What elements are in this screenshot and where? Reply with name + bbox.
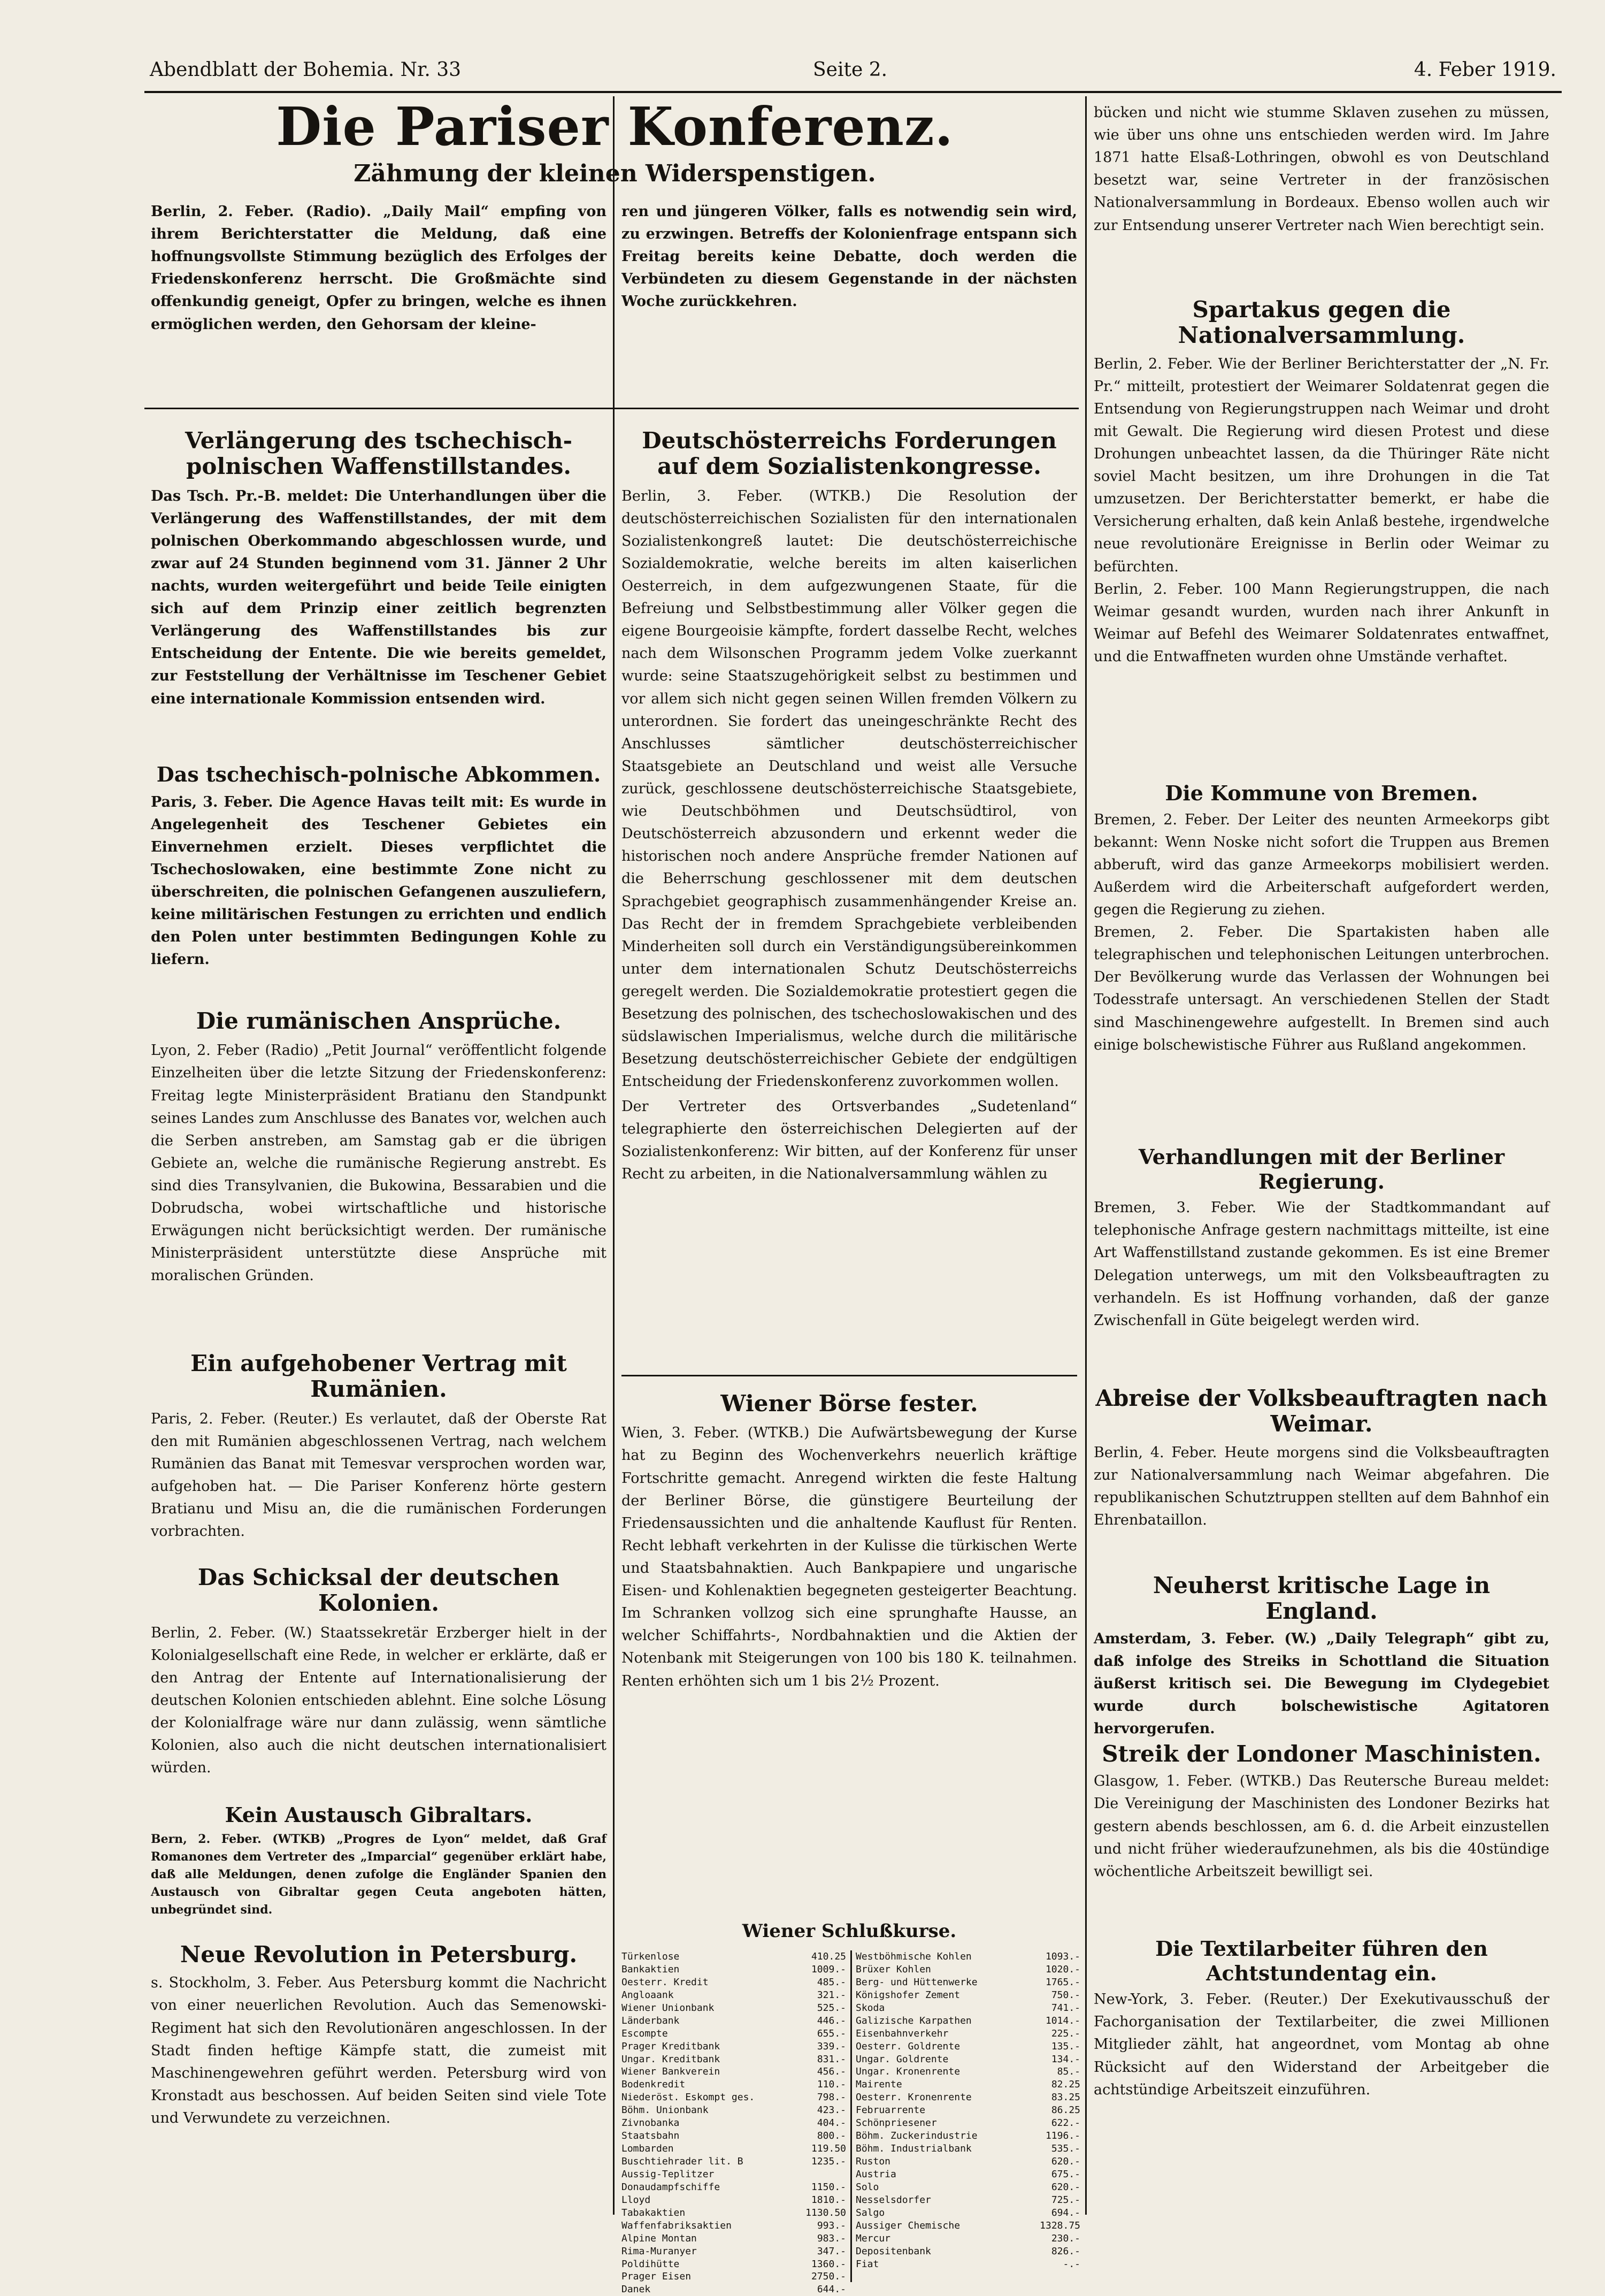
kurse-value: 83.25 [1051,2092,1080,2103]
kurse-name: Skoda [856,2002,885,2014]
kurse-row [856,2142,1080,2155]
kurse-value: 225.- [1051,2027,1080,2039]
kurse-divider [850,1950,852,2282]
kurse-name: Oesterr. Kronenrente [856,2092,972,2103]
kurse-name: Solo [856,2181,879,2193]
kurse-row [621,2155,846,2168]
kurse-name: Böhm. Industrialbank [856,2143,972,2155]
kurse-value: 983.- [817,2232,846,2244]
kurse-value: 750.- [1051,1989,1080,2001]
kurse-name: Waffenfabriksaktien [621,2220,732,2231]
body: Paris, 2. Feber. (Reuter.) Es verlautet, daß der Oberste Rat den mit Rumänien abgeschlossenen Vertrag, nach welchem Rumänien das Banat mit Temesvar versprochen worden war, aufgehoben hat. — Die Pariser Konferenz hörte gestern Bratianu und Misu an, die die rumänischen Forderungen vorbrachten. [151,1410,606,1540]
main-title: Die Pariser Konferenz. [276,96,954,158]
kurse-name: Februarrente [856,2104,926,2116]
kurse-value: 82.25 [1051,2079,1080,2091]
kurse-row [856,1989,1080,2002]
kurse-row [856,1950,1080,1963]
kurse-name: Ungar. Kreditbank [621,2053,720,2065]
kurse-value: 800.- [817,2130,846,2142]
kurse-value: 321.- [817,1989,846,2001]
kurse-row [621,2232,846,2245]
article-vertrag [151,1351,606,1543]
kurse-name: Galizische Karpathen [856,2015,972,2026]
headline: Die rumänischen Ansprüche. [196,1008,562,1034]
body: Bremen, 2. Feber. Der Leiter des neunten Armeekorps gibt bekannt: Wenn Noske nicht sofort die Truppen aus Bremen abberuft, wird das ganze Armeekorps mobilisiert werden. Außerdem wird die Arbeiterschaft aufgefordert werden, gegen die Regierung zu ziehen. [1094,811,1549,919]
kurse-row [621,1976,846,1989]
kurse-row [621,2168,846,2181]
kurse-name: Lombarden [621,2143,674,2155]
headline: Streik der Londoner Maschinisten. [1102,1741,1541,1767]
lead-rule [144,408,1079,409]
kurse-value: 993.- [817,2220,846,2231]
kurse-value: 1360.- [811,2258,846,2270]
body: s. Stockholm, 3. Feber. Aus Petersburg kommt die Nachricht von einer neuerlichen Revolution. Auch das Semenowski-Regiment hat sich den Revolutionären angeschlossen. In der Stadt finden heftige Kämpfe statt, die zumeist mit Maschinengewehren geführt werden. Petersburg wird von Kronstadt aus beschossen. Auf beiden Seiten sind viele Tote und Verwundete zu verzeichnen. [151,1974,606,2126]
kurse-value: 404.- [817,2117,846,2129]
kurse-row [856,2065,1080,2078]
kurse-value: 620.- [1051,2181,1080,2193]
kurse-row [856,2155,1080,2168]
kurse-value: 1130.50 [805,2207,846,2218]
article-revolution [151,1942,606,2130]
kurse-name: Nesselsdorfer [856,2194,931,2206]
kurse-row [856,2168,1080,2181]
headline: Die Kommune von Bremen. [1165,781,1478,805]
kurse-row [856,2104,1080,2117]
kurse-left [621,1950,846,2296]
kurse-value: 644.- [817,2284,846,2295]
kurse-row [856,2053,1080,2066]
kurse-row [621,2181,846,2194]
kurse-name: Königshofer Zement [856,1989,961,2001]
kurse-value: 110.- [817,2079,846,2091]
kurse-name: Buschtiehrader lit. B [621,2156,743,2167]
body-2: Berlin, 2. Feber. 100 Mann Regierungstruppen, die nach Weimar gesandt wurden, wurden nach ihrer Ankunft in Weimar auf Befehl des Weimarer Soldatenrates entwaffnet, und die Entwaffneten wurden ohne Umstände verhaftet. [1094,580,1549,665]
article-verhandlungen [1094,1145,1549,1332]
kurse-name: Wiener Bankverein [621,2066,720,2078]
pariser-continuation [621,201,1077,313]
headline: Verhandlungen mit der Berliner Regierung. [1138,1145,1505,1193]
body: New-York, 3. Feber. (Reuter.) Der Exekutivausschuß der Fachorganisation der Textilarbeiter, die zwei Millionen Mitglieder zählt, hat angeordnet, vom Montag ab ohne Rücksicht auf den Widerstand der Arbeitgeber die achtstündige Arbeitszeit einzuführen. [1094,1991,1549,2098]
kurse-row [856,2220,1080,2232]
kurse-name: Berg- und Hüttenwerke [856,1976,978,1988]
kurse-value: 694.- [1051,2207,1080,2218]
kurse-row [856,2078,1080,2091]
article-abkommen [151,762,606,971]
kurse-name: Zivnobanka [621,2117,680,2129]
pariser-intro-text: Berlin, 2. Feber. (Radio). „Daily Mail“ empfing von ihrem Berichterstatter die Meldung, daß eine hoffnungsvollste Stimmung bezüglich des Erfolges der Friedenskonferenz herrscht. Die Großmächte sind offenkundig geneigt, Opfer zu bringen, welche es ihnen ermöglichen werden, den Gehorsam der kleine- [151,203,606,333]
header-left: Abendblatt der Bohemia. Nr. 33 [150,59,462,81]
headline: Wiener Börse fester. [720,1390,978,1417]
kurse-row [856,2002,1080,2015]
pariser-cont-text: ren und jüngeren Völker, falls es notwendig sein wird, zu erzwingen. Betreffs der Kolonienfrage entspann sich Freitag bereits keine Debatte, doch werden die Verbündeten zu diesem Gegenstande in der nächsten Woche zurückkehren. [621,203,1077,310]
headline: Abreise der Volksbeauftragten nach Weimar. [1095,1385,1548,1437]
body: Berlin, 2. Feber. (W.) Staatssekretär Erzberger hielt in der Kolonialgesellschaft eine Rede, in welcher er erklärte, daß er den Antrag der Entente auf Internationalisierung der deutschen Kolonien entschieden ablehnt. Eine solche Lösung der Kolonialfrage wäre nur dann zulässig, wenn sämtliche Kolonien, also auch die nicht deutschen internationalisiert würden. [151,1624,606,1777]
kurse-value: 485.- [817,1976,846,1988]
article-textil [1094,1937,1549,2101]
kurse-row [856,2027,1080,2040]
kurse-value: 2750.- [811,2271,846,2283]
kurse-row [856,2258,1080,2271]
kurse-value: 119.50 [811,2143,846,2155]
kurse-row [621,2245,846,2258]
article-waffenstillstand [151,428,606,710]
kurse-name: Poldihütte [621,2258,680,2270]
kurse-row [621,2142,846,2155]
article-rumaenisch [151,1008,606,1288]
header-rule [144,91,1562,93]
body: Berlin, 4. Feber. Heute morgens sind die Volksbeauftragten zur Nationalversammlung nach Weimar abgefahren. Die republikanischen Schutztruppen stellten auf dem Bahnhof ein Ehrenbataillon. [1094,1444,1549,1528]
kurse-row [621,2258,846,2271]
kurse-value: 655.- [817,2027,846,2039]
kurse-value: 134.- [1051,2053,1080,2065]
headline: Ein aufgehobener Vertrag mit Rumänien. [190,1350,567,1403]
kurse-name: Bankaktien [621,1963,680,1975]
kurse-row [621,2283,846,2296]
kurse-value: 85.- [1057,2066,1080,2078]
kurse-value: 1810.- [811,2194,846,2206]
kurse-name: Salgo [856,2207,885,2218]
kurse-name: Wiener Unionbank [621,2002,715,2014]
kurse-name: Länderbank [621,2015,680,2026]
body-2: Der Vertreter des Ortsverbandes „Sudetenland“ telegraphierte den österreichischen Delegierten auf der Sozialistenkonferenz: Wir bitten, auf der Konferenz für unser Recht zu arbeiten, in die Nationalversammlung wählen zu [621,1098,1077,1182]
kurse-row [621,2104,846,2117]
kurse-row [856,1976,1080,1989]
kurse-value: 339.- [817,2040,846,2052]
article-deutschoesterreich [621,428,1077,1185]
kurse-name: Böhm. Unionbank [621,2104,709,2116]
column-divider-2 [1085,96,1087,2215]
kurse-value: 1765.- [1045,1976,1080,1988]
kurse-name: Aussig-Teplitzer [621,2168,715,2180]
kurse-name: Danek [621,2284,651,2295]
kurse-name: Brüxer Kohlen [856,1963,931,1975]
kurse-value: 230.- [1051,2232,1080,2244]
body: Paris, 3. Feber. Die Agence Havas teilt mit: Es wurde in Angelegenheit des Teschener Gebietes ein Einvernehmen erzielt. Dieses verpflichtet die Tschechoslowaken, eine bestimmte Zone nicht zu überschreiten, die polnischen Gefangenen auszuliefern, keine militärischen Festungen zu errichten und endlich den Polen unter bestimmten Bedingungen Kohle zu liefern. [151,793,606,968]
kurse-right [856,1950,1080,2270]
kurse-name: Türkenlose [621,1951,680,1962]
kurse-name: Alpine Montan [621,2232,697,2244]
kurse-row [621,2015,846,2027]
kurse-row [856,2207,1080,2220]
article-bremen [1094,781,1549,1057]
body: Berlin, 3. Feber. (WTKB.) Die Resolution der deutschösterreichischen Sozialisten für den internationalen Sozialistenkongreß lautet: Die deutschösterreichische Sozialdemokratie, welche bereits im alten kaiserlichen Oesterreich, in dem aufgezwungenen Staate, für die Befreiung und Selbstbestimmung aller Völker gegen die eigene Bourgeoisie kämpfte, fordert dasselbe Recht, welches nach dem Wilsonschen Programm jedem Volke zuerkannt wurde: seine Staatszugehörigkeit selbst zu bestimmen und vor allem sich nicht gegen seinen Willen fremden Völkern zu unterordnen. Sie fordert das uneingeschränkte Recht des Anschlusses sämtlicher deutschösterreichischer Staatsgebiete an Deutschland und weist alle Versuche zurück, geschlossene deutschösterreichische Staatsgebiete, wie Deutschböhmen und Deutschsüdtirol, von Deutschösterreich abzusondern und erkennt weder die historischen noch andere Ansprüche fremder Nationen auf die Beherrschung geschlossener mit dem deutschen Sprachgebiet geographisch zusammenhängender Kreise an. Das Recht der in fremdem Sprachgebiete verbleibenden Minderheiten soll durch ein Verständigungsübereinkommen unter dem internationalen Schutz Deutschösterreichs geregelt werden. Die Sozialdemokratie protestiert gegen die Besetzung des polnischen, des tschechoslowakischen und des südslawischen Imperialismus, welche durch die militärische Besetzung deutschösterreichischer Gebiete der endgültigen Entscheidung der Friedenskonferenz zuvorkommen wollen. [621,487,1077,1090]
body: Bremen, 3. Feber. Wie der Stadtkommandant auf telephonische Anfrage gestern nachmittags mitteilte, ist eine Art Waffenstillstand zustande gekommen. Es ist eine Bremer Delegation unterwegs, um mit den Volksbeauftragten zu verhandeln. Es ist Hoffnung vorhanden, daß der ganze Zwischenfall in Güte beigelegt werden wird. [1094,1199,1549,1329]
body: bücken und nicht wie stumme Sklaven zusehen zu müssen, wie über uns ohne uns entschieden werden wird. Im Jahre 1871 hatte Elsaß-Lothringen, obwohl es von Deutschland besetzt war, seine Vertreter in der französischen Nationalversammlung in Bordeaux. Ebenso wollen auch wir zur Entsendung unserer Vertreter nach Wien berechtigt sein. [1094,104,1549,234]
headline: Die Textilarbeiter führen den Achtstundentag ein. [1155,1937,1488,1985]
table-title: Wiener Schlußkurse. [742,1920,957,1942]
kurse-value: 620.- [1051,2156,1080,2167]
kurse-name: Fiat [856,2258,879,2270]
article-gibraltar [151,1803,606,1919]
kurse-value: 622.- [1051,2117,1080,2129]
kurse-row [621,2053,846,2066]
kurse-name: Prager Eisen [621,2271,692,2283]
kurse-row [856,2117,1080,2130]
kurse-row [621,2027,846,2040]
body: Glasgow, 1. Feber. (WTKB.) Das Reutersche Bureau meldet: Die Vereinigung der Maschinisten des Londoner Bezirks hat gestern abends beschlossen, am 6. d. die Arbeit einzustellen und nicht früher wiederaufzunehmen, als bis die 40stündige wöchentliche Arbeitszeit bewilligt sei. [1094,1773,1549,1880]
kurse-name: Eisenbahnverkehr [856,2027,949,2039]
kurse-row [621,2117,846,2130]
kurse-value: 741.- [1051,2002,1080,2014]
body: Bern, 2. Feber. (WTKB) „Progres de Lyon“ meldet, daß Graf Romanones dem Vertreter des „Imparcial“ gegenüber erklärt habe, daß alle Meldungen, denen zufolge die Engländer Spanien den Austausch von Gibraltar gegen Ceuta angeboten hätten, unbegründet sind. [151,1832,606,1917]
body: Amsterdam, 3. Feber. (W.) „Daily Telegraph“ gibt zu, daß infolge des Streiks in Schottland die Situation äußerst kritisch sei. Die Bewegung im Clydegebiet wurde durch bolschewistische Agitatoren hervorgerufen. [1094,1630,1549,1738]
headline: Das tschechisch-polnische Abkommen. [156,762,601,786]
article-england [1094,1573,1549,1740]
kurse-name: Austria [856,2168,896,2180]
body-2: Bremen, 2. Feber. Die Spartakisten haben alle telegraphischen und telephonischen Leitungen unterbrochen. Der Bevölkerung wurde das Verlassen der Wohnungen bei Todesstrafe untersagt. An verschiedenen Stellen der Stadt sind Maschinengewehre aufgestellt. In Bremen sind auch einige bolschewistische Führer aus Rußland angekommen. [1094,924,1549,1053]
kurse-row [621,2002,846,2015]
kurse-value: 1150.- [811,2181,846,2193]
kurse-value: 535.- [1051,2143,1080,2155]
kurse-name: Aussiger Chemische [856,2220,961,2231]
kurse-value: 826.- [1051,2245,1080,2257]
kurse-row [621,2194,846,2207]
kurse-row [856,2091,1080,2104]
kurse-row [621,1963,846,1976]
article-boerse [621,1391,1077,1693]
kurse-row [621,2078,846,2091]
body: Berlin, 2. Feber. Wie der Berliner Berichterstatter der „N. Fr. Pr.“ mitteilt, protestiert der Weimarer Soldatenrat gegen die Entsendung von Regierungstruppen nach Weimar und droht mit Gewalt. Die Regierung wird diesen Protest und diese Drohungen unbeachtet lassen, da die Thüringer Räte nicht soviel Macht besitzen, um ihre Drohungen in die Tat umzusetzen. Der Berichterstatter bemerkt, er habe die Versicherung erhalten, daß kein Anlaß bestehe, irgendwelche neue revolutionäre Ereignisse in Berlin oder Weimar zu befürchten. [1094,355,1549,575]
column-divider-1 [613,96,615,2215]
kurse-value: 798.- [817,2092,846,2103]
article-col3-top [1094,102,1549,237]
kurse-row [621,2065,846,2078]
kurse-name: Depositenbank [856,2245,931,2257]
kurse-value: 347.- [817,2245,846,2257]
kurse-name: Ungar. Kronenrente [856,2066,961,2078]
kurse-name: Escompte [621,2027,668,2039]
kurse-name: Mairente [856,2079,902,2091]
kurse-value: 1093.- [1045,1951,1080,1962]
kurse-value: 1009.- [811,1963,846,1975]
kurse-value: 86.25 [1051,2104,1080,2116]
kurse-name: Donaudampfschiffe [621,2181,720,2193]
headline: Kein Austausch Gibraltars. [225,1803,533,1827]
headline: Verlängerung des tschechisch-polnischen Waffenstillstandes. [185,427,573,480]
kurse-value: -.- [1063,2258,1080,2270]
headline: Deutschösterreichs Forderungen auf dem Sozialistenkongresse. [642,427,1057,480]
kurse-name: Schönpriesener [856,2117,937,2129]
kurse-row [621,2040,846,2053]
kurse-name: Staatsbahn [621,2130,680,2142]
kurse-value: 135.- [1051,2040,1080,2052]
kurse-name: Prager Kreditbank [621,2040,720,2052]
schlusskurse-table [621,1920,1080,2295]
kurse-row [621,2207,846,2220]
kurse-row [856,1963,1080,1976]
kurse-name: Bodenkredit [621,2079,686,2091]
article-kolonien [151,1565,606,1779]
pariser-intro [151,201,606,336]
boerse-rule [621,1375,1077,1376]
kurse-value: 675.- [1051,2168,1080,2180]
kurse-name: Lloyd [621,2194,651,2206]
kurse-value: 423.- [817,2104,846,2116]
page-header [150,59,1556,91]
kurse-value: 525.- [817,2002,846,2014]
kurse-name: Böhm. Zuckerindustrie [856,2130,978,2142]
kurse-value: 456.- [817,2066,846,2078]
kurse-value: 1020.- [1045,1963,1080,1975]
main-subtitle: Zähmung der kleinen Widerspenstigen. [354,160,876,187]
headline: Spartakus gegen die Nationalversammlung. [1178,296,1465,349]
kurse-name: Niederöst. Eskompt ges. [621,2092,755,2103]
kurse-name: Oesterr. Goldrente [856,2040,961,2052]
body: Das Tsch. Pr.-B. meldet: Die Unterhandlungen über die Verlängerung des Waffenstillstandes, der mit dem polnischen Oberkommando abgeschlossen wurde, und zwar auf 24 Stunden beginnend vom 31. Jänner 2 Uhr nachts, wurden weitergeführt und beide Teile einigten sich auf dem Prinzip einer zeitlich begrenzten Verlängerung des Waffenstillstandes bis zur Entscheidung der Entente. Die wie bereits gemeldet, zur Feststellung der Verhältnisse im Teschener Gebiet eine internationale Kommission entsenden wird. [151,487,606,707]
kurse-value: 446.- [817,2015,846,2026]
kurse-value: 1235.- [811,2156,846,2167]
kurse-row [856,2181,1080,2194]
headline: Neuherst kritische Lage in England. [1153,1572,1491,1625]
article-spartakus [1094,297,1549,668]
kurse-row [621,2270,846,2283]
header-right: 4. Feber 1919. [1414,59,1556,81]
body: Lyon, 2. Feber (Radio) „Petit Journal“ veröffentlicht folgende Einzelheiten über die letzte Sitzung der Friedenskonferenz: Freitag legte Ministerpräsident Bratianu den Standpunkt seines Landes zum Anschlusse des Banates vor, welchen auch die Serben anstreben, am Samstag gab er die übrigen Gebiete an, welche die rumänische Regierung anstrebt. Es sind dies Transylvanien, die Bukowina, Bessarabien und die Dobrudscha, wobei wirtschaftliche und historische Erwägungen nicht berücksichtigt werden. Der rumänische Ministerpräsident unterstützte diese Ansprüche mit moralischen Gründen. [151,1042,606,1284]
article-abreise [1094,1386,1549,1532]
kurse-value: 410.25 [811,1951,846,1962]
kurse-name: Westböhmische Kohlen [856,1951,972,1962]
kurse-row [621,2130,846,2142]
lead-article [151,96,1079,192]
kurse-row [856,2232,1080,2245]
kurse-value: 831.- [817,2053,846,2065]
article-london [1094,1741,1549,1883]
kurse-name: Ungar. Goldrente [856,2053,949,2065]
kurse-value: 1014.- [1045,2015,1080,2026]
kurse-row [621,1950,846,1963]
newspaper-page [144,53,1562,2295]
kurse-row [856,2194,1080,2207]
headline: Neue Revolution in Petersburg. [180,1941,578,1968]
kurse-value: 1328.75 [1040,2220,1080,2231]
kurse-row [856,2015,1080,2027]
body: Wien, 3. Feber. (WTKB.) Die Aufwärtsbewegung der Kurse hat zu Beginn des Wochenverkehrs neuerlich kräftige Fortschritte gemacht. Anregend wirkten die feste Haltung der Berliner Börse, die günstigere Beurteilung der Friedensaussichten und die anhaltende Kauflust für Renten. Recht lebhaft verkehrten in der Kulisse die türkischen Werte und Staatsbahnaktien. Auch Bankpapiere und ungarische Eisen- und Kohlenaktien begegneten gesteigerter Beachtung. Im Schranken vollzog sich eine sprunghafte Hausse, an welcher Schiffahrts-, Nordbahnaktien und die Aktien der Notenbank mit Steigerungen von 100 bis 180 K. teilnahmen. Renten erhöhten sich um 1 bis 2½ Prozent. [621,1425,1077,1689]
kurse-row [856,2130,1080,2142]
kurse-name: Oesterr. Kredit [621,1976,709,1988]
kurse-value: 1196.- [1045,2130,1080,2142]
kurse-name: Ruston [856,2156,891,2167]
header-center: Seite 2. [813,59,888,81]
kurse-row [621,2220,846,2232]
kurse-row [621,2091,846,2104]
kurse-name: Rima-Muranyer [621,2245,697,2257]
kurse-row [856,2040,1080,2053]
kurse-row [621,1989,846,2002]
kurse-name: Mercur [856,2232,891,2244]
kurse-name: Tabakaktien [621,2207,686,2218]
kurse-name: Angloaank [621,1989,674,2001]
kurse-row [856,2245,1080,2258]
headline: Das Schicksal der deutschen Kolonien. [197,1564,560,1617]
kurse-value: 725.- [1051,2194,1080,2206]
